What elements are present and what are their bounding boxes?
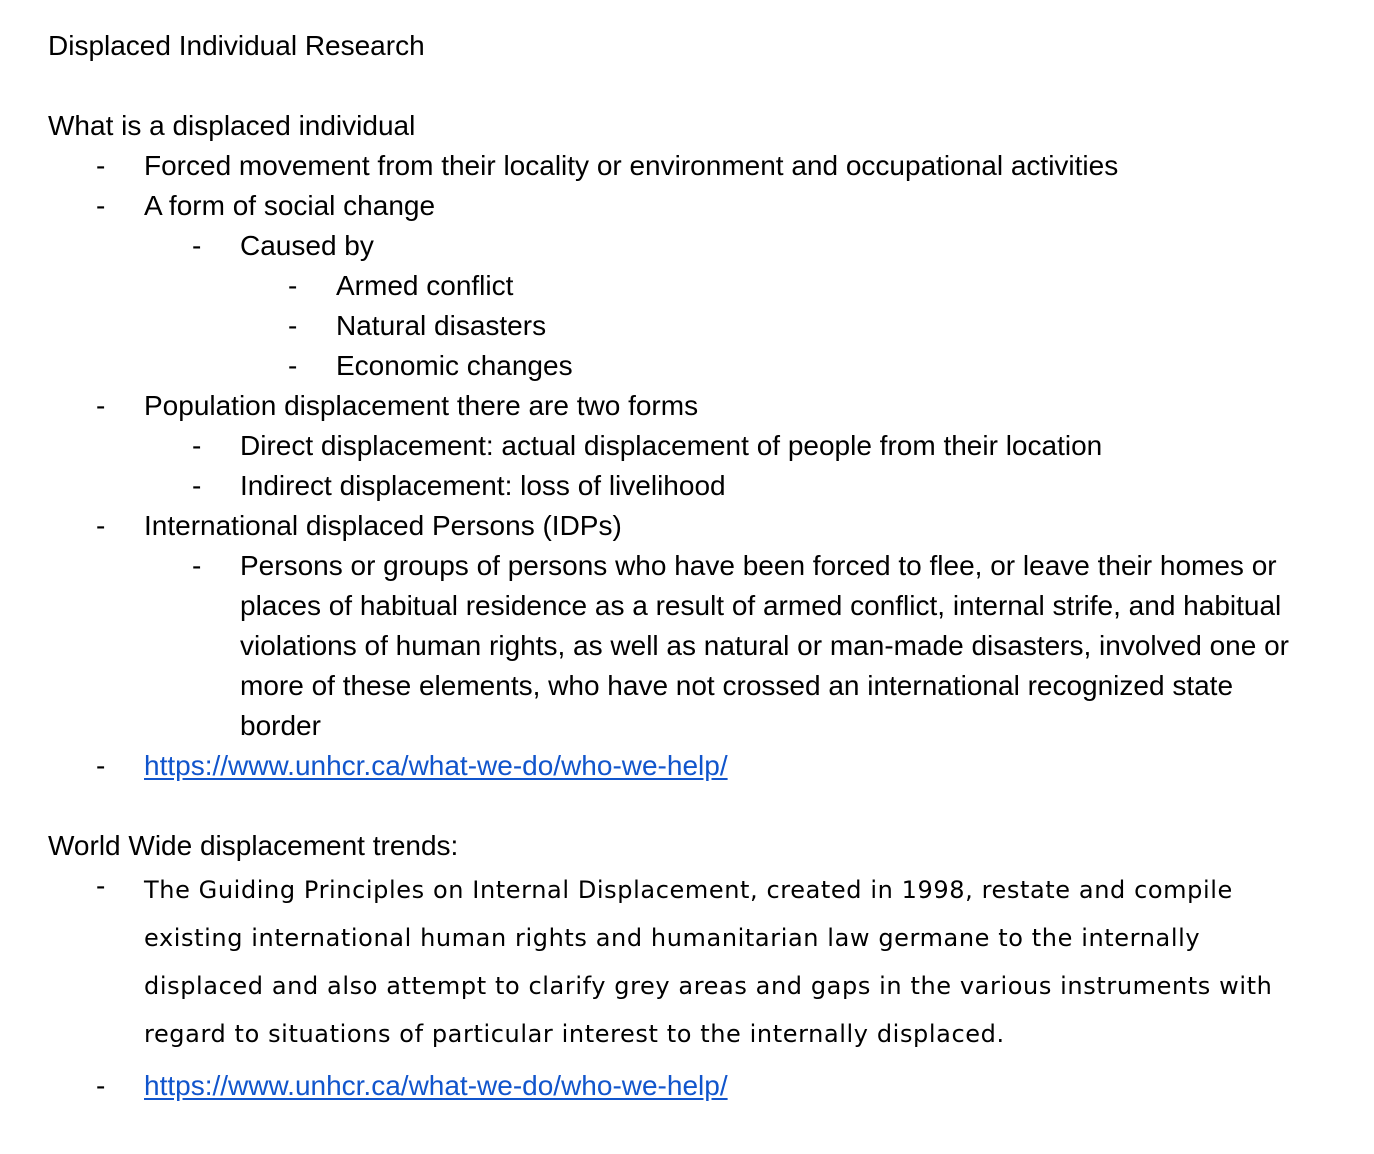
bullet-dash: - (288, 270, 298, 301)
bullet-dash: - (96, 190, 106, 221)
section-heading-world-wide: World Wide displacement trends: (48, 830, 459, 861)
list-item-idps: International displaced Persons (IDPs) (144, 510, 622, 541)
bullet-dash: - (96, 750, 106, 781)
list-item-natural-disasters: Natural disasters (336, 310, 547, 341)
list-item-guiding-principles: The Guiding Principles on Internal Displacement, created in 1998, restate and compile existing international human rights and humanitarian law germane to the internally displaced and also attempt to clarify grey areas and gaps in the various instruments with regard to situations of particular interest to the internally displaced. (144, 876, 1273, 1048)
bullet-dash: - (288, 350, 298, 381)
list-item-economic-changes: Economic changes (336, 350, 573, 381)
section-heading-what-is: What is a displaced individual (48, 110, 416, 141)
list-item-population-displacement: Population displacement there are two forms (144, 390, 699, 421)
list-item-indirect-displacement: Indirect displacement: loss of livelihood (240, 470, 726, 501)
bullet-dash: - (96, 870, 106, 901)
bullet-dash: - (192, 430, 202, 461)
list-item-forced-movement: Forced movement from their locality or environment and occupational activities (144, 150, 1119, 181)
bullet-dash: - (288, 310, 298, 341)
bullet-dash: - (192, 230, 202, 261)
bullet-dash: - (192, 550, 202, 581)
bullet-dash: - (192, 470, 202, 501)
list-item-caused-by: Caused by (240, 230, 374, 261)
document-title: Displaced Individual Research (48, 30, 425, 61)
bullet-dash: - (96, 150, 106, 181)
bullet-dash: - (96, 390, 106, 421)
list-item-idps-definition: Persons or groups of persons who have been forced to flee, or leave their homes or places of habitual residence as a result of armed conflict, internal strife, and habitual violations of human rights, as well as natural or man-made disasters, involved one or more of these elements, who have not crossed an international recognized state border (240, 550, 1289, 741)
list-item-direct-displacement: Direct displacement: actual displacement of people from their location (240, 430, 1103, 461)
list-item-armed-conflict: Armed conflict (336, 270, 514, 301)
list-item-social-change: A form of social change (144, 190, 436, 221)
bullet-dash: - (96, 1070, 106, 1101)
unhcr-link-2[interactable]: https://www.unhcr.ca/what-we-do/who-we-help/ (144, 1070, 728, 1101)
unhcr-link-1[interactable]: https://www.unhcr.ca/what-we-do/who-we-help/ (144, 750, 728, 781)
bullet-dash: - (96, 510, 106, 541)
